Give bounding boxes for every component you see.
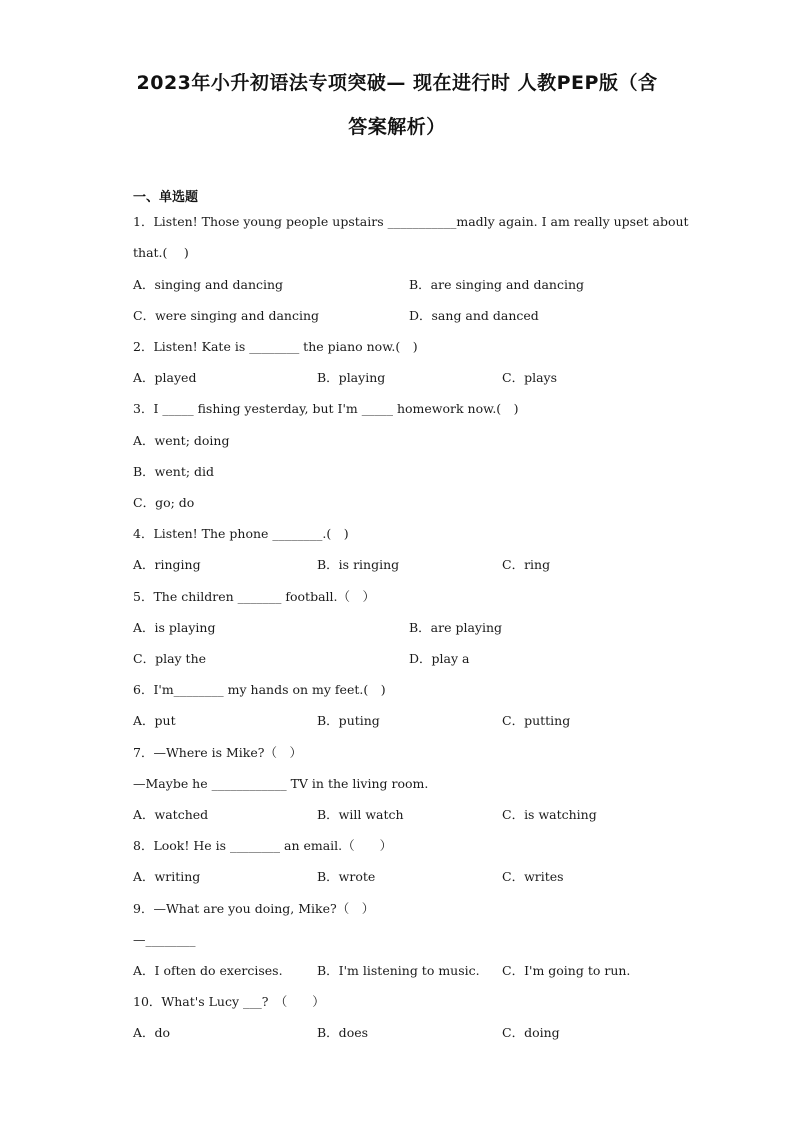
question-7-stem-cont: —Maybe he ____________ TV in the living room. — [133, 776, 429, 791]
question-10-stem: 10．What's Lucy ___? （ ） — [133, 994, 325, 1009]
question-1-option-d[interactable]: D．sang and danced — [409, 308, 539, 323]
question-3-option-b[interactable]: B．went; did — [133, 464, 215, 479]
question-10-option-b[interactable]: B．does — [317, 1025, 369, 1040]
question-4-option-a[interactable]: A．ringing — [133, 557, 201, 572]
question-9-option-c[interactable]: C．I'm going to run. — [502, 963, 631, 978]
question-6-option-a[interactable]: A．put — [133, 713, 176, 728]
question-8-option-a[interactable]: A．writing — [133, 869, 201, 884]
section-heading: 一、单选题 — [133, 190, 199, 205]
question-3-option-a[interactable]: A．went; doing — [133, 433, 230, 448]
question-9-answer-blank: —________ — [133, 932, 196, 947]
question-1-stem: 1．Listen! Those young people upstairs ___________madly again. I am really upset about — [133, 214, 689, 229]
question-2-option-c[interactable]: C．plays — [502, 370, 557, 385]
question-7-option-b[interactable]: B．will watch — [317, 807, 404, 822]
question-10-option-a[interactable]: A．do — [133, 1025, 171, 1040]
question-3-option-c[interactable]: C．go; do — [133, 495, 195, 510]
question-1-option-a[interactable]: A．singing and dancing — [133, 277, 284, 292]
question-5-option-d[interactable]: D．play a — [409, 651, 470, 666]
question-1-option-b[interactable]: B．are singing and dancing — [409, 277, 585, 292]
question-10-option-c[interactable]: C．doing — [502, 1025, 560, 1040]
document-title-line1: 2023年小升初语法专项突破— 现在进行时 人教PEP版（含 — [136, 72, 658, 94]
question-5-stem: 5．The children _______ football.（ ） — [133, 589, 376, 604]
question-2-option-a[interactable]: A．played — [133, 370, 197, 385]
question-7-stem: 7．—Where is Mike?（ ） — [133, 745, 302, 760]
question-9-option-b[interactable]: B．I'm listening to music. — [317, 963, 480, 978]
question-1-stem-cont: that.( ) — [133, 245, 189, 260]
question-2-stem: 2．Listen! Kate is ________ the piano now.( ) — [133, 339, 418, 354]
question-4-option-b[interactable]: B．is ringing — [317, 557, 400, 572]
question-9-stem: 9．—What are you doing, Mike?（ ） — [133, 901, 375, 916]
question-8-option-c[interactable]: C．writes — [502, 869, 564, 884]
question-5-option-a[interactable]: A．is playing — [133, 620, 216, 635]
question-4-option-c[interactable]: C．ring — [502, 557, 551, 572]
question-8-stem: 8．Look! He is ________ an email.（ ） — [133, 838, 393, 853]
question-1-option-c[interactable]: C．were singing and dancing — [133, 308, 320, 323]
question-6-stem: 6．I'm________ my hands on my feet.( ) — [133, 682, 386, 697]
question-5-option-c[interactable]: C．play the — [133, 651, 207, 666]
question-8-option-b[interactable]: B．wrote — [317, 869, 376, 884]
question-4-stem: 4．Listen! The phone ________.( ) — [133, 526, 349, 541]
question-2-option-b[interactable]: B．playing — [317, 370, 386, 385]
question-3-stem: 3．I _____ fishing yesterday, but I'm _____ homework now.( ) — [133, 401, 519, 416]
question-6-option-b[interactable]: B．puting — [317, 713, 380, 728]
document-title-line2: 答案解析） — [348, 116, 446, 138]
question-9-option-a[interactable]: A．I often do exercises. — [133, 963, 283, 978]
question-7-option-c[interactable]: C．is watching — [502, 807, 597, 822]
question-5-option-b[interactable]: B．are playing — [409, 620, 503, 635]
question-6-option-c[interactable]: C．putting — [502, 713, 571, 728]
question-7-option-a[interactable]: A．watched — [133, 807, 209, 822]
